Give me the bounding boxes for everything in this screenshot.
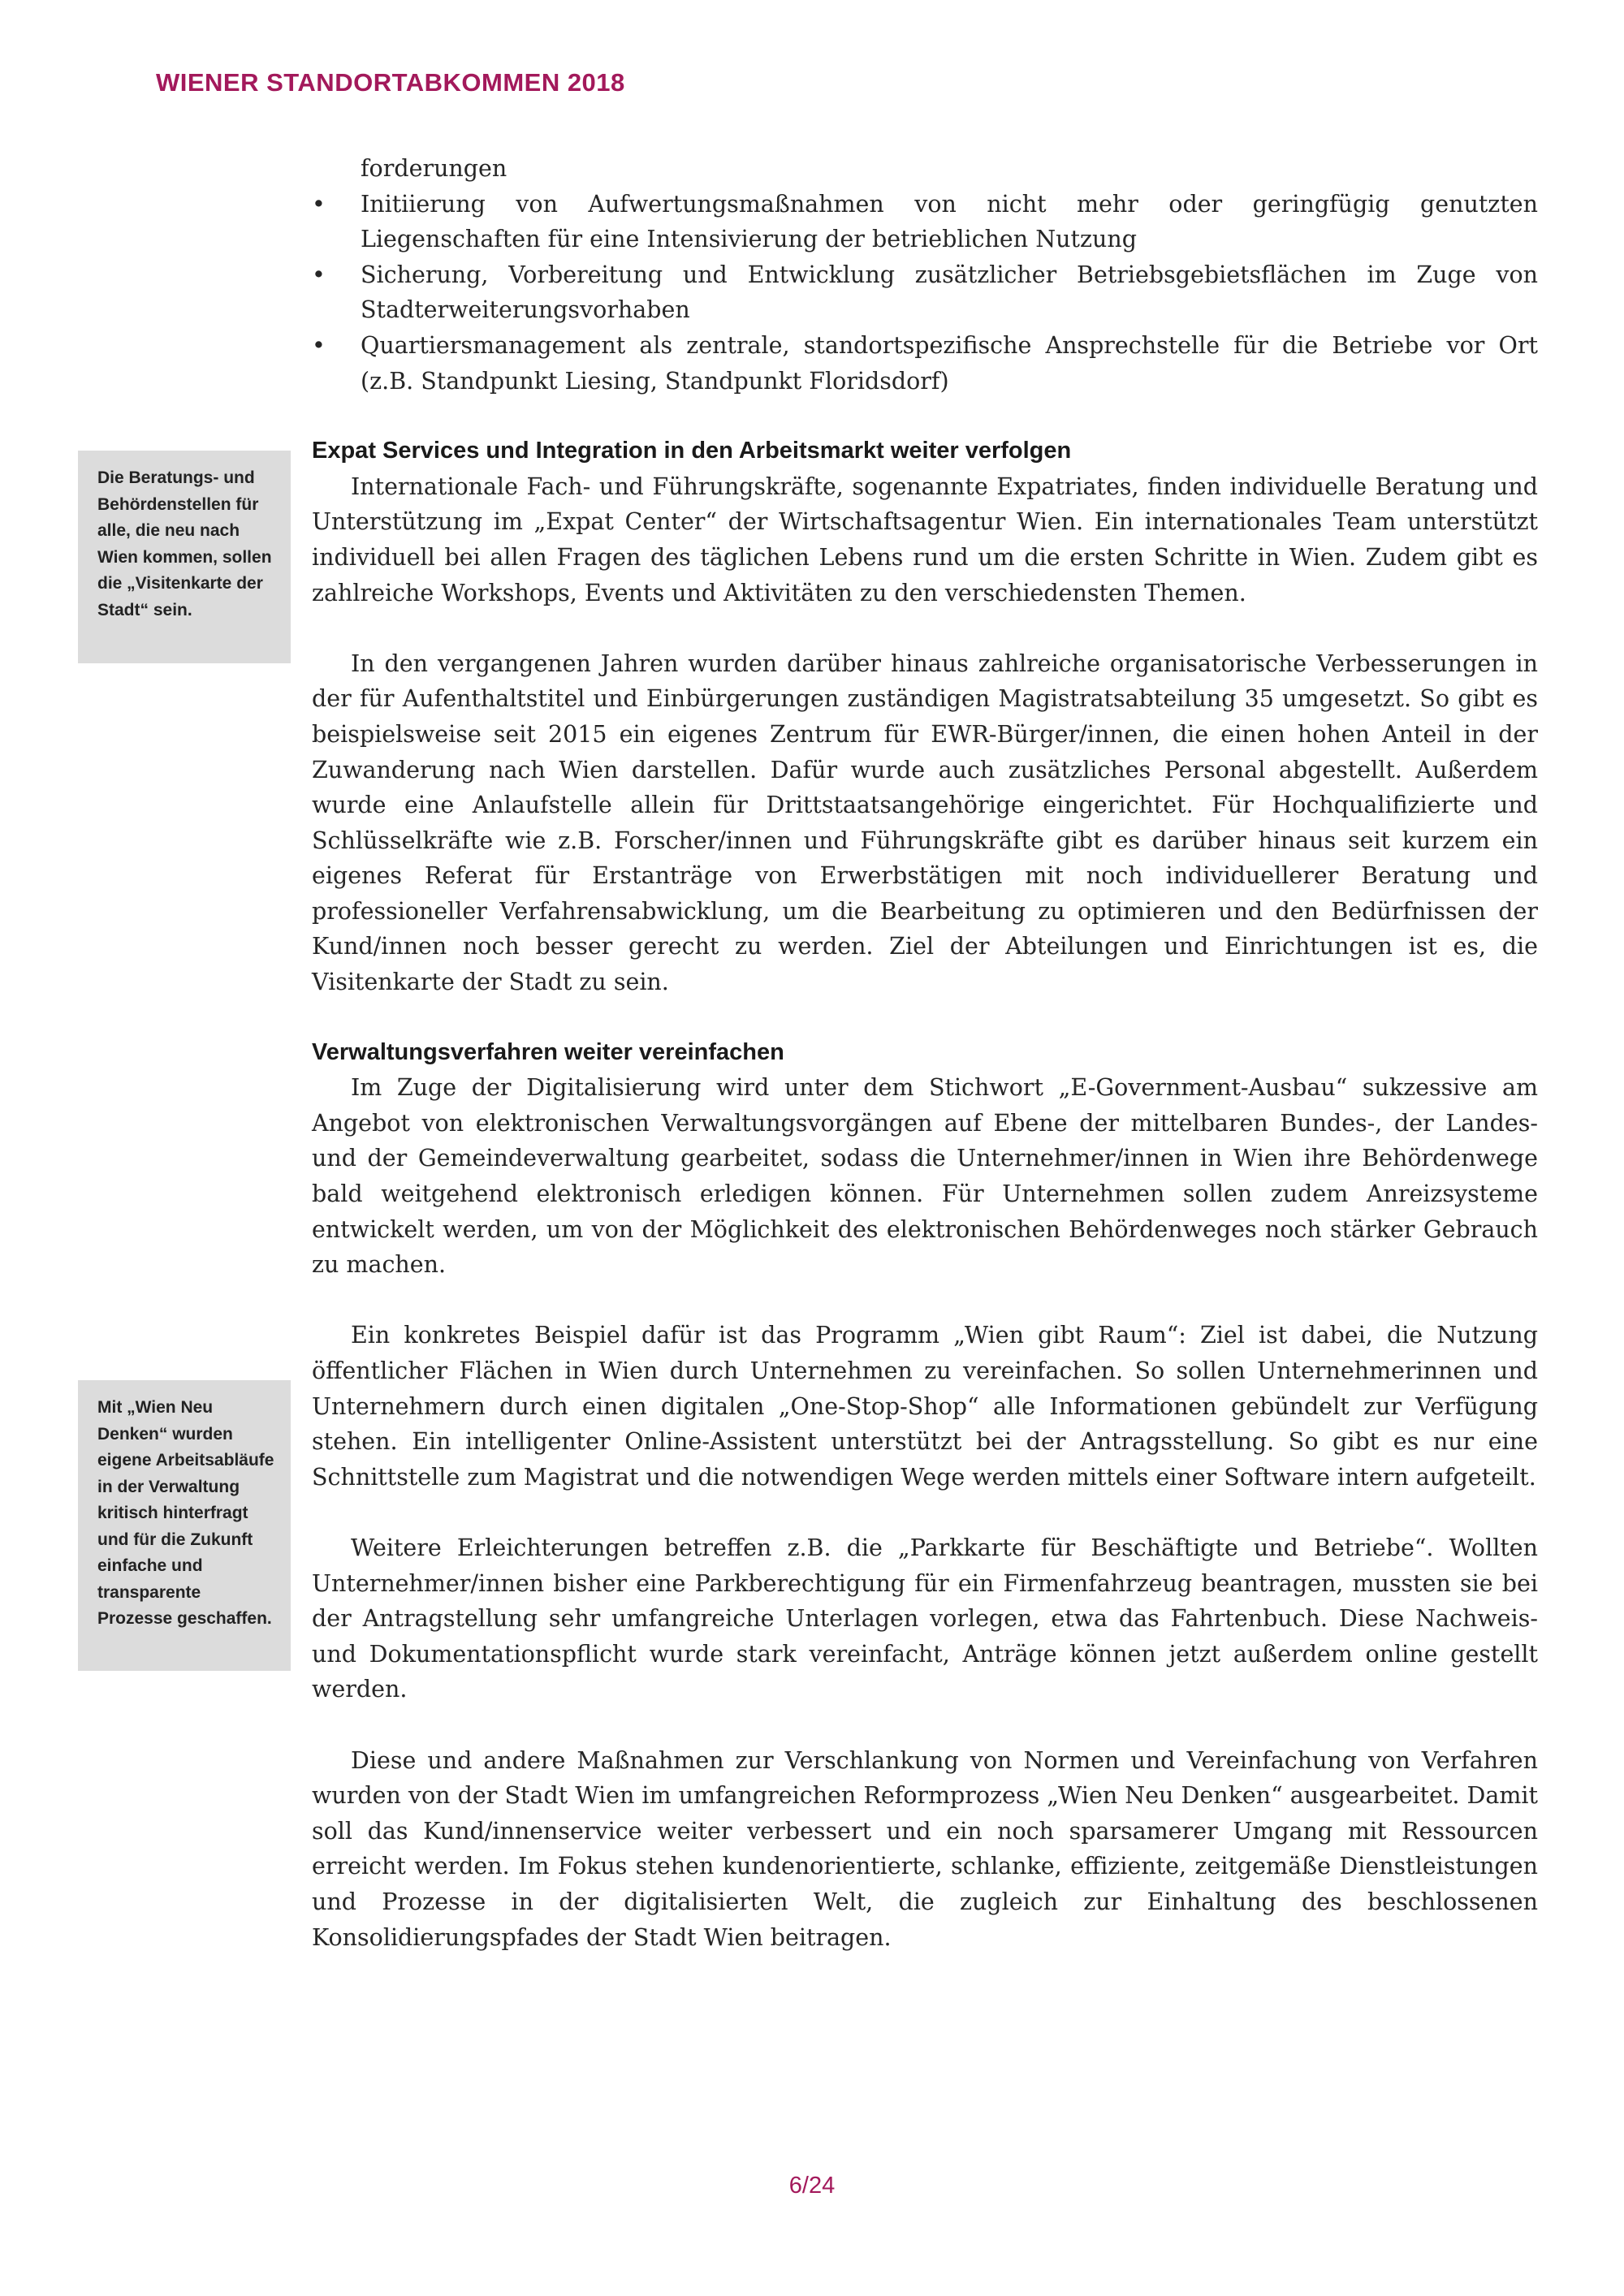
section-verwaltungsverfahren: [312, 1035, 1538, 1955]
paragraph: Ein konkretes Beispiel dafür ist das Programm „Wien gibt Raum“: Ziel ist dabei, die Nutzung öffentlicher Flächen in Wien durch Unternehmen zu vereinfachen. So sollen Unternehmerinnen und Unternehmern durch einen digitalen „One-Stop-Shop“ alle Informationen gebündelt zur Verfügung stehen. Ein intelligenter Online-Assistent unterstützt bei der Antragsstellung. So gibt es nur eine Schnittstelle zum Magistrat und die notwendigen Wege werden mittels einer Software intern aufgeteilt.: [312, 1322, 1538, 1491]
bullet-text: Quartiersmanagement als zentrale, standortspezifische Ansprechstelle für die Betriebe vor Ort (z.B. Standpunkt Liesing, Standpunkt Floridsdorf): [361, 331, 1538, 395]
section-expat-services: [312, 434, 1538, 1000]
paragraph: In den vergangenen Jahren wurden darüber hinaus zahlreiche organisatorische Verbesserungen in der für Aufenthaltstitel und Einbürgerungen zuständigen Magistratsabteilung 35 umgesetzt. So gibt es beispielsweise seit 2015 ein eigenes Zentrum für EWR-Bürger/innen, die einen hohen Anteil in der Zuwanderung nach Wien darstellen. Dafür wurde auch zusätzliches Personal abgestellt. Außerdem wurde eine Anlaufstelle allein für Drittstaatsangehörige eingerichtet. Für Hochqualifizierte und Schlüsselkräfte wie z.B. Forscher/innen und Führungskräfte gibt es darüber hinaus seit kurzem ein eigenes Referat für Erstanträge von Erwerbstätigen mit noch individuellerer Beratung und professioneller Verfahrensabwicklung, um die Bearbeitung zu optimieren und den Bedürfnissen der Kund/innen noch besser gerecht zu werden. Ziel der Abteilungen und Einrichtungen ist es, die Visitenkarte der Stadt zu sein.: [312, 650, 1538, 996]
main-content: [312, 151, 1538, 1955]
continuation-text: forderungen: [361, 155, 508, 182]
bullet-icon: •: [312, 261, 326, 288]
sidenote-wien-neu-denken: Mit „Wien Neu Denken“ wurden eigene Arbeitsabläufe in der Verwaltung kritisch hinterfragt und für die Zukunft einfache und transparente Prozesse geschaffen.: [78, 1380, 291, 1671]
paragraph: Im Zuge der Digitalisierung wird unter dem Stichwort „E-Government-Ausbau“ sukzessive am Angebot von elektronischen Verwaltungsvorgängen auf Ebene der mittelbaren Bundes-, der Landes- und der Gemeindeverwaltung gearbeitet, sodass die Unternehmer/innen in Wien ihre Behördenwege bald weitgehend elektronisch erledigen können. Für Unternehmen sollen zudem Anreizsysteme entwickelt werden, um von der Möglichkeit des elektronischen Behördenweges noch stärker Gebrauch zu machen.: [312, 1074, 1538, 1279]
bullet-icon: •: [312, 190, 326, 218]
paragraph: Diese und andere Maßnahmen zur Verschlankung von Normen und Vereinfachung von Verfahren wurden von der Stadt Wien im umfangreichen Reformprozess „Wien Neu Denken“ ausgearbeitet. Damit soll das Kund/innenservice weiter verbessert und ein noch sparsamerer Umgang mit Ressourcen erreicht werden. Im Fokus stehen kundenorientierte, schlanke, effiziente, zeitgemäße Dienstleistungen und Prozesse in der digitalisierten Welt, die zugleich zur Einhaltung des beschlossenen Konsolidierungspfades der Stadt Wien beitragen.: [312, 1746, 1538, 1951]
bullet-text: Initiierung von Aufwertungsmaßnahmen von nicht mehr oder geringfügig genutzten Liegenschaften für eine Intensivierung der betrieblichen Nutzung: [361, 190, 1538, 253]
section-heading: Expat Services und Integration in den Arbeitsmarkt weiter verfolgen: [312, 438, 1072, 464]
page-number: 6/24: [788, 2173, 836, 2199]
section-heading: Verwaltungsverfahren weiter vereinfachen: [312, 1038, 784, 1065]
bullet-icon: •: [312, 331, 326, 359]
sidenote-visitenkarte: Die Beratungs- und Behördenstellen für alle, die neu nach Wien kommen, sollen die „Visitenkarte der Stadt“ sein.: [78, 451, 291, 663]
bullet-text: Sicherung, Vorbereitung und Entwicklung zusätzlicher Betriebsgebietsflächen im Zuge von Stadterweiterungsvorhaben: [361, 261, 1538, 324]
bullet-item: [312, 257, 1538, 328]
bullet-item: [312, 328, 1538, 399]
paragraph: Weitere Erleichterungen betreffen z.B. die „Parkkarte für Beschäftigte und Betriebe“. Wollten Unternehmer/innen bisher eine Parkberechtigung für ein Firmenfahrzeug beantragen, mussten sie bei der Antragstellung sehr umfangreiche Unterlagen vorlegen, etwa das Fahrtenbuch. Diese Nachweis- und Dokumentationspflicht wurde stark vereinfacht, Anträge können jetzt außerdem online gestellt werden.: [312, 1534, 1538, 1703]
bullet-item: [312, 187, 1538, 257]
document-header-title: WIENER STANDORTABKOMMEN 2018: [156, 68, 625, 97]
bullet-list: [312, 187, 1538, 399]
paragraph: Internationale Fach- und Führungskräfte, sogenannte Expatriates, finden individuelle Beratung und Unterstützung im „Expat Center“ der Wirtschaftsagentur Wien. Ein internationales Team unterstützt individuell bei allen Fragen des täglichen Lebens rund um die ersten Schritte in Wien. Zudem gibt es zahlreiche Workshops, Events und Aktivitäten zu den verschiedensten Themen.: [312, 473, 1538, 606]
